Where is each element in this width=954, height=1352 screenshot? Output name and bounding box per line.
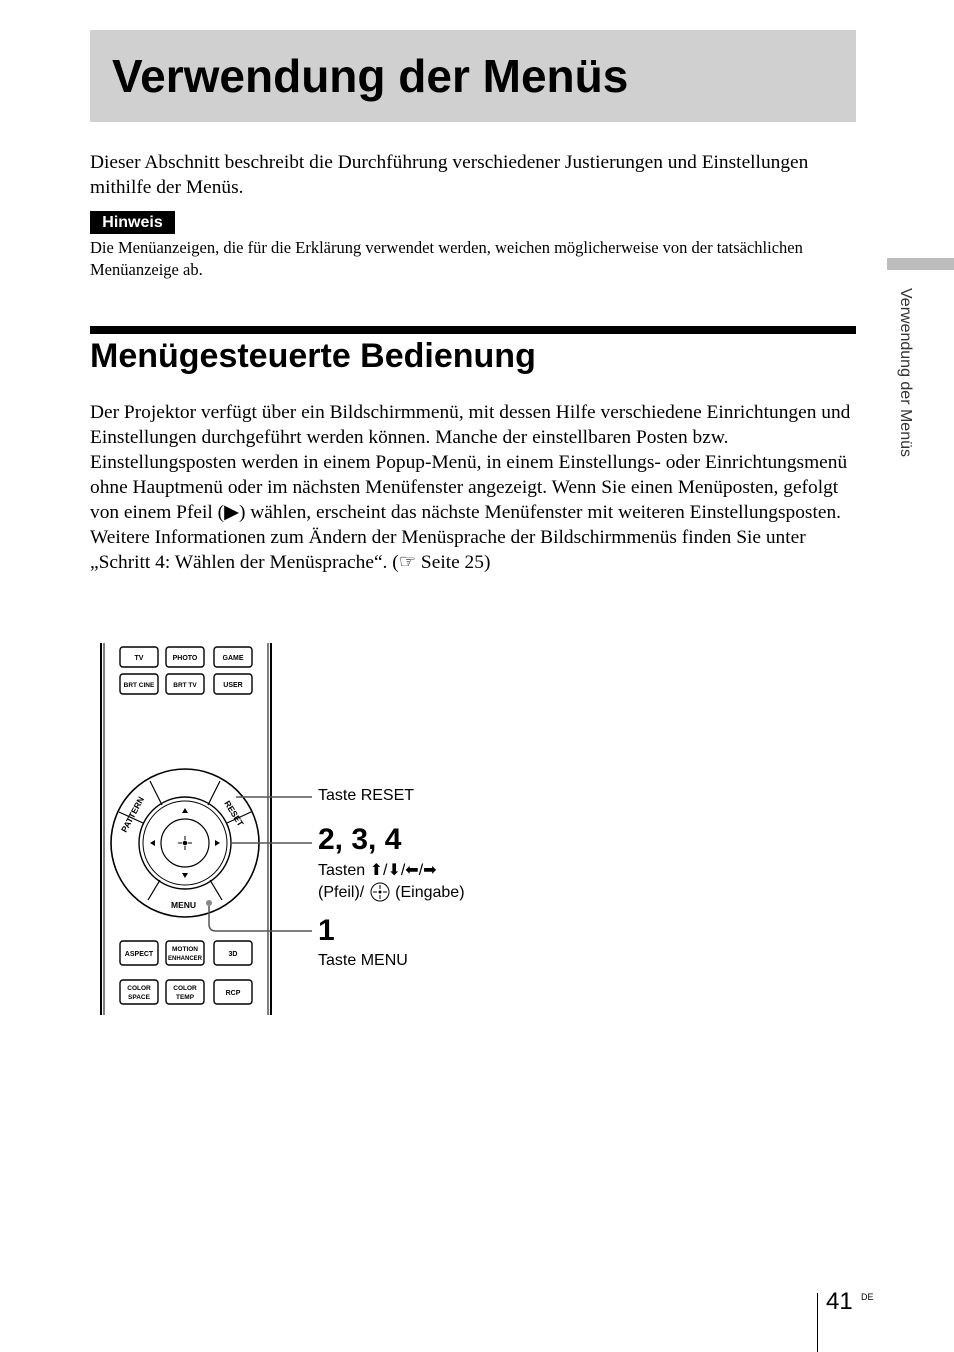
- section-title: Menügesteuerte Bedienung: [90, 337, 536, 375]
- section-paragraph-2: Weitere Informationen zum Ändern der Menüsprache der Bildschirmmenüs finden Sie unter „Schritt 4: Wählen der Menüsprache“. (☞ Seite 25): [90, 527, 806, 573]
- button-3d: [214, 941, 252, 965]
- side-tab-label: Verwendung der Menüs: [897, 288, 914, 457]
- button-photo: [166, 647, 204, 667]
- button-rcp-label: RCP: [225, 990, 241, 997]
- page-language: DE: [861, 1292, 874, 1302]
- button-tv: [120, 647, 158, 667]
- button-game: [214, 647, 252, 667]
- button-photo-label: PHOTO: [172, 655, 198, 662]
- leader-menu: [209, 906, 312, 931]
- button-tv-label: TV: [134, 655, 144, 662]
- note-text: Die Menüanzeigen, die für die Erklärung verwendet werden, weichen möglicherweise von der tatsächlichen Menüanzeige ab.: [90, 238, 803, 279]
- button-motion-enhancer: [166, 941, 204, 965]
- enter-icon: [178, 836, 192, 850]
- callout-enter-text: (Eingabe): [395, 884, 465, 901]
- button-color-temp: [166, 980, 204, 1004]
- button-enhancer-label: ENHANCER: [167, 956, 203, 962]
- callout-arrow-text: (Pfeil)/: [318, 884, 365, 901]
- button-color-space-line2: SPACE: [128, 994, 150, 1001]
- callout-arrows-line1: Tasten ⬆/⬇/⬅/➡: [318, 862, 437, 879]
- button-color-temp-line2: TEMP: [175, 994, 195, 1001]
- button-brt-tv: [166, 674, 204, 694]
- ring-reset-label: RESET: [222, 798, 246, 829]
- page-number: 41: [826, 1288, 853, 1315]
- button-user: [214, 674, 252, 694]
- ring-menu-label: MENU: [171, 900, 197, 910]
- leader-lines: [209, 797, 312, 931]
- callout-step-1: 1: [318, 914, 335, 947]
- enter-key-icon: [369, 882, 391, 902]
- button-rcp: [214, 980, 252, 1004]
- button-brt-tv-label: BRT TV: [173, 682, 197, 689]
- button-motion-label: MOTION: [172, 946, 198, 953]
- button-brt-cine: [120, 674, 158, 694]
- callout-reset: Taste RESET: [318, 787, 415, 804]
- button-color-space-line1: COLOR: [127, 985, 151, 992]
- button-aspect-label: ASPECT: [124, 951, 154, 958]
- page-title: Verwendung der Menüs: [112, 50, 629, 102]
- page-number-rule: [817, 1293, 818, 1352]
- section-paragraph-1: Der Projektor verfügt über ein Bildschirmmenü, mit dessen Hilfe verschiedene Einrichtungen und Einstellungen durchgeführt werden können. Manche der einstellbaren Posten bzw. Einstellungsposten werden in einem Popup-Menü, in einem Einstellungs- oder Einrichtungsmenü ohne Hauptmenü oder im nächsten Menüfenster angezeigt. Wenn Sie einen Menüposten, gefolgt von einem Pfeil (▶) wählen, erscheint das nächste Menüfenster mit weiteren Einstellungsposten.: [90, 402, 851, 523]
- ring-pattern-label: PATTERN: [118, 794, 147, 834]
- button-3d-label: 3D: [228, 951, 238, 958]
- button-color-temp-line1: COLOR: [173, 985, 197, 992]
- button-user-label: USER: [223, 682, 243, 689]
- button-aspect: [120, 941, 158, 965]
- button-game-label: GAME: [222, 655, 244, 662]
- callout-steps-234: 2, 3, 4: [318, 823, 402, 856]
- intro-paragraph: Dieser Abschnitt beschreibt die Durchführung verschiedener Justierungen und Einstellungen mithilfe der Menüs.: [90, 152, 809, 198]
- button-brt-cine-label: BRT CINE: [123, 682, 155, 689]
- callout-menu: Taste MENU: [318, 952, 408, 969]
- menu-dot-icon: [206, 900, 212, 906]
- button-color-space: [120, 980, 158, 1004]
- callout-arrows-line2: [318, 882, 465, 903]
- note-label: Hinweis: [90, 211, 175, 234]
